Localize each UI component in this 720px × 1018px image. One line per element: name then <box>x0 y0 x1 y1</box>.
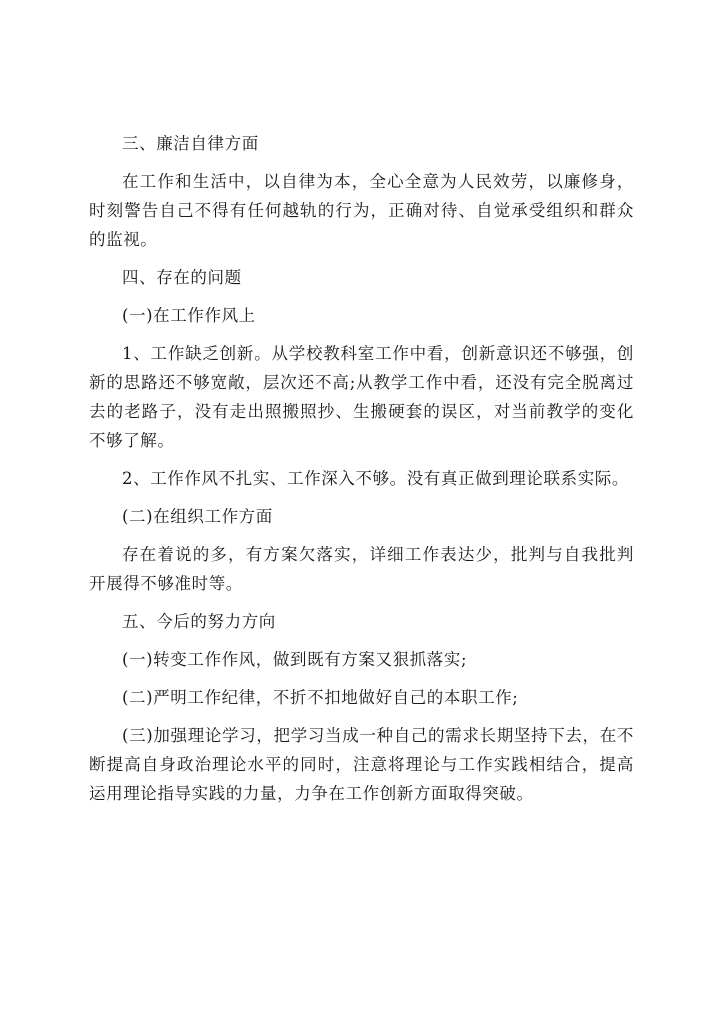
subheading-organization: (二)在组织工作方面 <box>122 507 273 526</box>
paragraph-work-style-issue: 2、工作作风不扎实、工作深入不够。没有真正做到理论联系实际。 <box>122 469 629 488</box>
document-body <box>89 129 634 817</box>
subheading-work-style: (一)在工作作风上 <box>122 306 256 325</box>
paragraph-organization-issue: 存在着说的多，有方案欠落实，详细工作表达少，批判与自我批判开展得不够准时等。 <box>89 545 634 593</box>
list-item-2: (二)严明工作纪律，不折不扣地做好自己的本职工作; <box>122 688 519 707</box>
paragraph-self-discipline: 在工作和生活中，以自律为本，全心全意为人民效劳，以廉修身，时刻警告自己不得有任何越轨的行为，正确对待、自觉承受组织和群众的监视。 <box>89 172 634 249</box>
list-item-3: (三)加强理论学习，把学习当成一种自己的需求长期坚持下去，在不断提高自身政治理论水平的同时，注意将理论与工作实践相结合，提高运用理论指导实践的力量，力争在工作创新方面取得突破。 <box>89 726 634 803</box>
list-item-1: (一)转变工作作风，做到既有方案又狠抓落实; <box>122 650 468 669</box>
section-heading-5: 五、今后的努力方向 <box>122 612 276 631</box>
paragraph-lack-innovation: 1、工作缺乏创新。从学校教科室工作中看，创新意识还不够强，创新的思路还不够宽敞，层次还不高;从教学工作中看，还没有完全脱离过去的老路子，没有走出照搬照抄、生搬硬套的误区，对当前教学的变化不够了解。 <box>89 344 634 450</box>
section-heading-4: 四、存在的问题 <box>122 268 242 287</box>
section-heading-3: 三、廉洁自律方面 <box>122 134 259 153</box>
